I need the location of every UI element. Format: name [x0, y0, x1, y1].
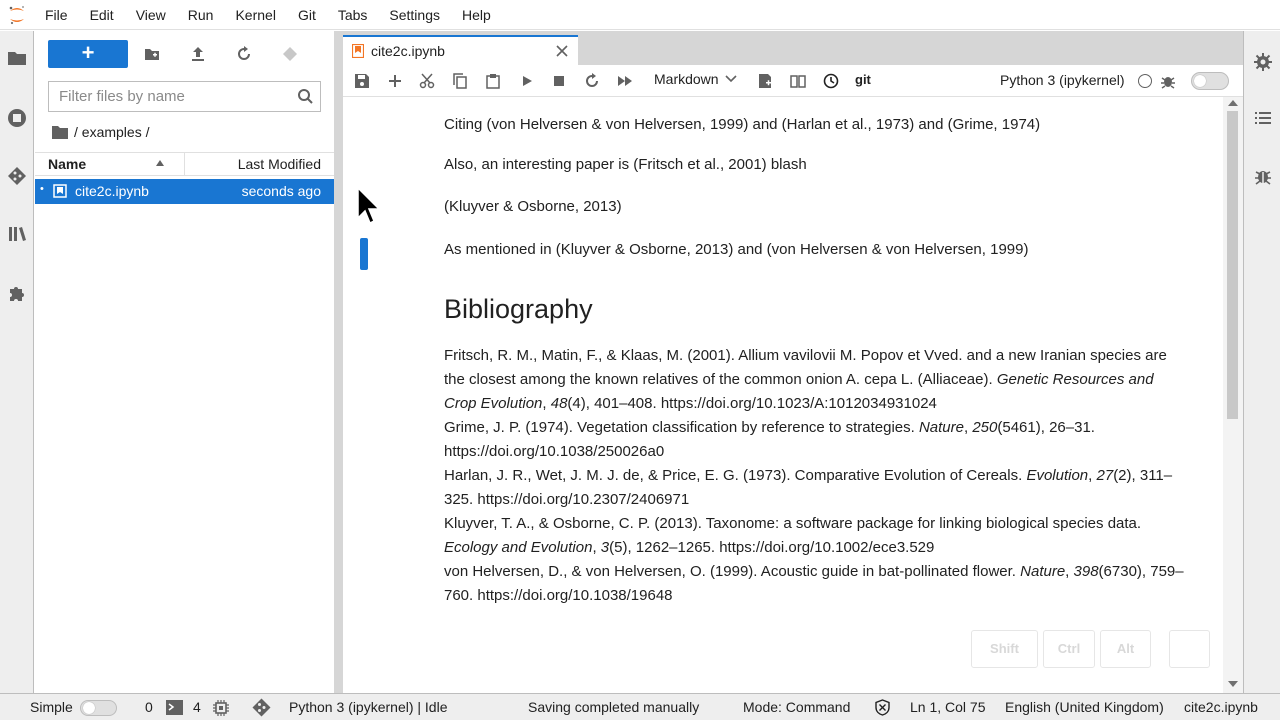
fast-forward-icon[interactable] — [613, 70, 637, 92]
panel-splitter[interactable] — [334, 31, 343, 693]
copy-icon[interactable] — [448, 70, 472, 92]
notebook-file-icon — [53, 184, 67, 198]
bibliography-entry: Grime, J. P. (1974). Vegetation classification by reference to strategies. Nature, 250(5461), 26–31. https://doi.org/10.1038/250026a0 — [444, 419, 1095, 460]
paste-icon[interactable] — [481, 70, 505, 92]
file-browser — [35, 31, 334, 693]
jupyter-logo-icon — [0, 0, 34, 30]
debugger-toggle[interactable] — [1191, 72, 1229, 90]
mouse-cursor-icon — [356, 186, 382, 226]
menu-help[interactable]: Help — [462, 6, 491, 23]
new-launcher-button[interactable]: + — [48, 40, 128, 68]
bibliography-entry: von Helversen, D., & von Helversen, O. (1999). Acoustic guide in bat-pollinated flower. Nature, 398(6730), 759–760. https://doi.org/10.1038/19648 — [444, 563, 1184, 604]
git-icon[interactable] — [0, 159, 33, 193]
active-cell-indicator — [360, 238, 368, 270]
meta-key-indicator — [1169, 630, 1210, 668]
run-icon[interactable] — [515, 70, 539, 92]
save-status: Saving completed manually — [528, 699, 700, 715]
debugger-icon[interactable] — [1246, 159, 1279, 193]
current-file-name: cite2c.ipynb — [1184, 699, 1258, 715]
running-icon[interactable] — [0, 101, 33, 135]
search-icon — [297, 88, 314, 105]
right-sidebar — [1243, 31, 1280, 693]
status-bar — [0, 693, 1280, 720]
file-browser-toolbar — [35, 37, 334, 69]
markdown-paragraph: Also, an interesting paper is (Fritsch et al., 2001) blash — [444, 156, 807, 173]
notebook-scrollbar[interactable] — [1223, 97, 1243, 693]
folder-icon[interactable] — [0, 41, 33, 75]
language-indicator[interactable]: English (United Kingdom) — [1005, 699, 1164, 715]
table-of-contents-icon[interactable] — [1246, 101, 1279, 135]
new-folder-icon[interactable] — [137, 41, 167, 67]
git-clone-icon[interactable] — [275, 41, 305, 67]
save-icon[interactable] — [350, 70, 374, 92]
git-diff-button[interactable]: git — [855, 72, 871, 87]
bibliography-list — [444, 344, 1184, 608]
cursor-position[interactable]: Ln 1, Col 75 — [910, 699, 986, 715]
simple-mode-label: Simple — [30, 699, 73, 715]
menu-kernel[interactable]: Kernel — [235, 6, 276, 23]
file-list-item[interactable] — [35, 179, 334, 204]
simple-mode-toggle[interactable] — [80, 700, 117, 716]
tab-cite2c[interactable] — [343, 35, 578, 65]
cell-type-select[interactable] — [654, 71, 737, 87]
shift-key-indicator: Shift — [971, 630, 1038, 668]
history-icon[interactable] — [819, 70, 843, 92]
ctrl-key-indicator: Ctrl — [1043, 630, 1095, 668]
breadcrumb-path[interactable]: / examples / — [74, 124, 150, 140]
restart-icon[interactable] — [580, 70, 604, 92]
markdown-paragraph: As mentioned in (Kluyver & Osborne, 2013) and (von Helversen & von Helversen, 1999) — [444, 241, 1029, 258]
markdown-paragraph: Citing (von Helversen & von Helversen, 1999) and (Harlan et al., 1973) and (Grime, 1974) — [444, 116, 1041, 133]
filter-files-input[interactable] — [49, 82, 289, 111]
chevron-down-icon — [725, 75, 737, 83]
menu-run[interactable]: Run — [187, 6, 214, 23]
file-list-header — [35, 152, 334, 176]
kernel-name-button[interactable]: Python 3 (ipykernel) — [1000, 72, 1125, 88]
kernel-status[interactable]: Python 3 (ipykernel) | Idle — [289, 699, 448, 715]
menu-git[interactable]: Git — [297, 6, 316, 23]
file-last-modified: seconds ago — [241, 183, 321, 199]
cell-type-value: Markdown — [654, 71, 719, 87]
bibliography-entry: Fritsch, R. M., Matin, F., & Klaas, M. (2001). Allium vavilovii M. Popov et Vved. and a new Iranian species are the closest among the known relatives of the common onion A. cepa L. (Alliaceae). Genetic Resources and Crop Evolution, 48(4), 401–408. https://doi.org/10.1023/A:1012034931024 — [444, 347, 1167, 412]
bibliography-entry: Harlan, J. R., Wet, J. M. J. de, & Price, E. G. (1973). Comparative Evolution of Cereals. Evolution, 27(2), 311–325. https://doi.org/10.2307/2406971 — [444, 467, 1173, 508]
scroll-up-icon[interactable] — [1228, 100, 1238, 106]
trust-shield-icon[interactable] — [874, 699, 891, 716]
property-inspector-icon[interactable] — [1246, 45, 1279, 79]
kernel-chip-icon — [213, 700, 229, 716]
menu-tabs[interactable]: Tabs — [337, 6, 368, 23]
bug-icon — [1160, 73, 1176, 89]
menu-edit[interactable]: Edit — [89, 6, 114, 23]
menu-file[interactable]: File — [45, 6, 68, 23]
bibliography-heading: Bibliography — [444, 294, 593, 324]
menu-view[interactable]: View — [135, 6, 166, 23]
menu-settings[interactable]: Settings — [389, 6, 440, 23]
notebook-toolbar — [343, 65, 1243, 97]
notebook-content — [343, 97, 1223, 693]
alt-key-indicator: Alt — [1100, 630, 1151, 668]
extension-icon[interactable] — [0, 276, 33, 310]
scroll-down-icon[interactable] — [1228, 681, 1238, 687]
terminal-icon — [166, 700, 183, 715]
kernel-count[interactable]: 4 — [193, 699, 201, 715]
column-header-name[interactable]: Name — [48, 156, 87, 172]
git-status-icon[interactable] — [252, 698, 271, 717]
column-divider — [184, 153, 185, 175]
notebook-mode: Mode: Command — [743, 699, 851, 715]
cut-icon[interactable] — [415, 70, 439, 92]
menu-bar — [0, 0, 1280, 30]
terminal-count[interactable]: 0 — [145, 699, 153, 715]
scrollbar-thumb[interactable] — [1227, 111, 1238, 419]
file-name: cite2c.ipynb — [75, 183, 149, 199]
column-header-last-modified[interactable]: Last Modified — [237, 156, 321, 172]
breadcrumb — [52, 122, 149, 142]
home-folder-icon[interactable] — [52, 125, 68, 139]
library-icon[interactable] — [0, 217, 33, 251]
bibliography-entry: Kluyver, T. A., & Osborne, C. P. (2013). Taxonome: a software package for linking biological species data. Ecology and Evolution, 3(5), 1262–1265. https://doi.org/10.1002/ece3.529 — [444, 515, 1142, 556]
close-icon[interactable] — [556, 45, 568, 57]
sort-ascending-icon — [155, 158, 165, 168]
running-dot-icon: • — [40, 183, 44, 195]
markdown-paragraph: (Kluyver & Osborne, 2013) — [444, 198, 622, 215]
upload-icon[interactable] — [183, 41, 213, 67]
refresh-icon[interactable] — [229, 41, 259, 67]
kernel-status-icon — [1138, 74, 1152, 88]
tab-label: cite2c.ipynb — [371, 43, 445, 59]
tab-bar — [343, 31, 1243, 65]
left-sidebar — [0, 31, 34, 693]
notebook-icon — [352, 44, 364, 58]
bibliography-icon[interactable] — [786, 70, 810, 92]
insert-citation-icon[interactable] — [753, 70, 777, 92]
add-cell-icon[interactable] — [383, 70, 407, 92]
notebook-panel — [343, 31, 1243, 693]
filter-box — [48, 81, 321, 112]
stop-icon[interactable] — [547, 70, 571, 92]
